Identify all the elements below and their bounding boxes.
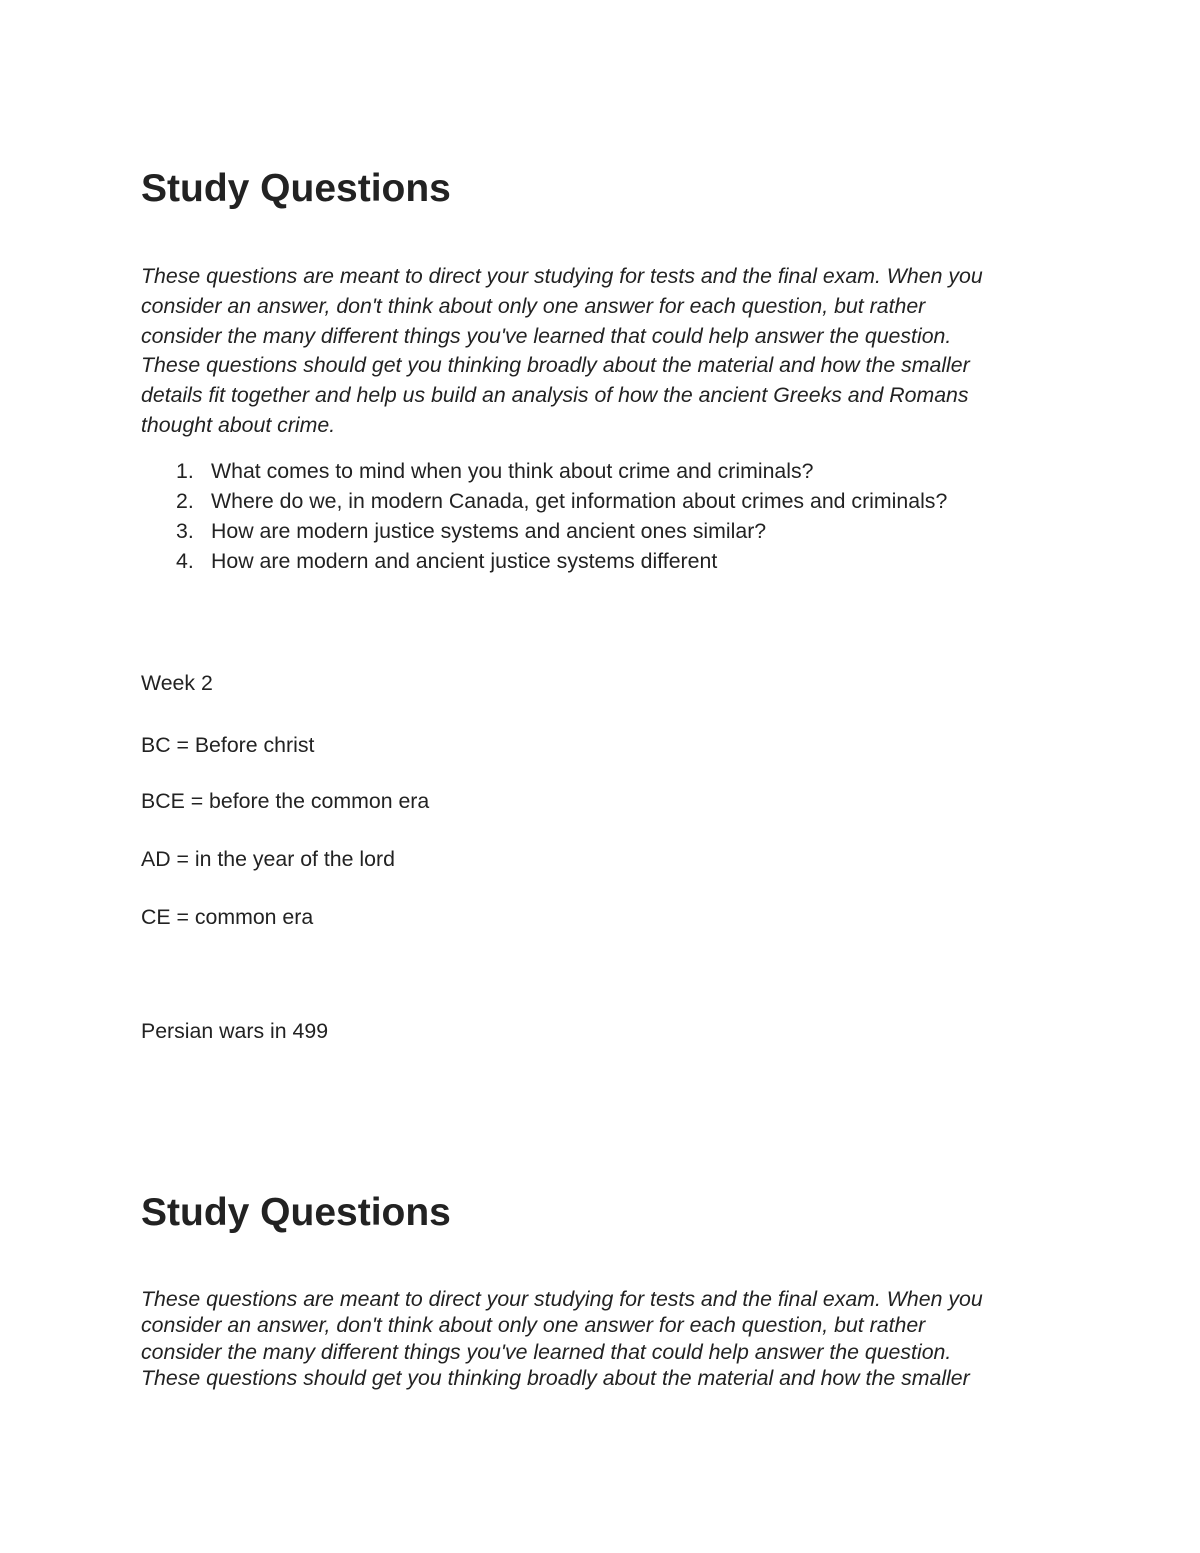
intro-line: consider the many different things you've learned that could help answer the question.: [141, 1339, 952, 1364]
note-ce: CE = common era: [141, 905, 314, 929]
section-2-title: Study Questions: [141, 1191, 451, 1234]
list-item-number: 4.: [176, 549, 194, 573]
note-bce: BCE = before the common era: [141, 789, 430, 813]
list-item: [141, 486, 947, 516]
list-item-text: How are modern justice systems and ancient ones similar?: [211, 519, 767, 543]
list-item-text: How are modern and ancient justice systems different: [211, 549, 718, 573]
list-item: [141, 516, 947, 546]
list-item: [141, 546, 947, 576]
intro-line: consider an answer, don't think about only one answer for each question, but rather: [141, 1313, 926, 1338]
intro-line: consider the many different things you've learned that could help answer the question.: [141, 323, 952, 348]
intro-line: details fit together and help us build an analysis of how the ancient Greeks and Romans: [141, 383, 969, 408]
intro-line: These questions should get you thinking broadly about the material and how the smaller: [141, 1365, 970, 1390]
list-item-number: 1.: [176, 459, 194, 483]
intro-line: thought about crime.: [141, 412, 336, 437]
list-item-number: 2.: [176, 489, 194, 513]
question-list: [141, 456, 947, 576]
list-item-text: Where do we, in modern Canada, get information about crimes and criminals?: [211, 489, 948, 513]
week-label: Week 2: [141, 671, 213, 695]
intro-line: These questions should get you thinking broadly about the material and how the smaller: [141, 353, 970, 378]
list-item-text: What comes to mind when you think about crime and criminals?: [211, 459, 814, 483]
list-item: [141, 456, 947, 486]
note-persian-wars: Persian wars in 499: [141, 1019, 329, 1043]
section-1-intro: [141, 262, 983, 441]
note-ad: AD = in the year of the lord: [141, 847, 395, 871]
section-2-intro: [141, 1286, 983, 1391]
intro-line: consider an answer, don't think about only one answer for each question, but rather: [141, 293, 926, 318]
intro-line: These questions are meant to direct your studying for tests and the final exam. When you: [141, 264, 983, 288]
list-item-number: 3.: [176, 519, 194, 543]
section-1-title: Study Questions: [141, 167, 451, 210]
intro-line: These questions are meant to direct your studying for tests and the final exam. When you: [141, 1287, 983, 1311]
note-bc: BC = Before christ: [141, 733, 315, 757]
